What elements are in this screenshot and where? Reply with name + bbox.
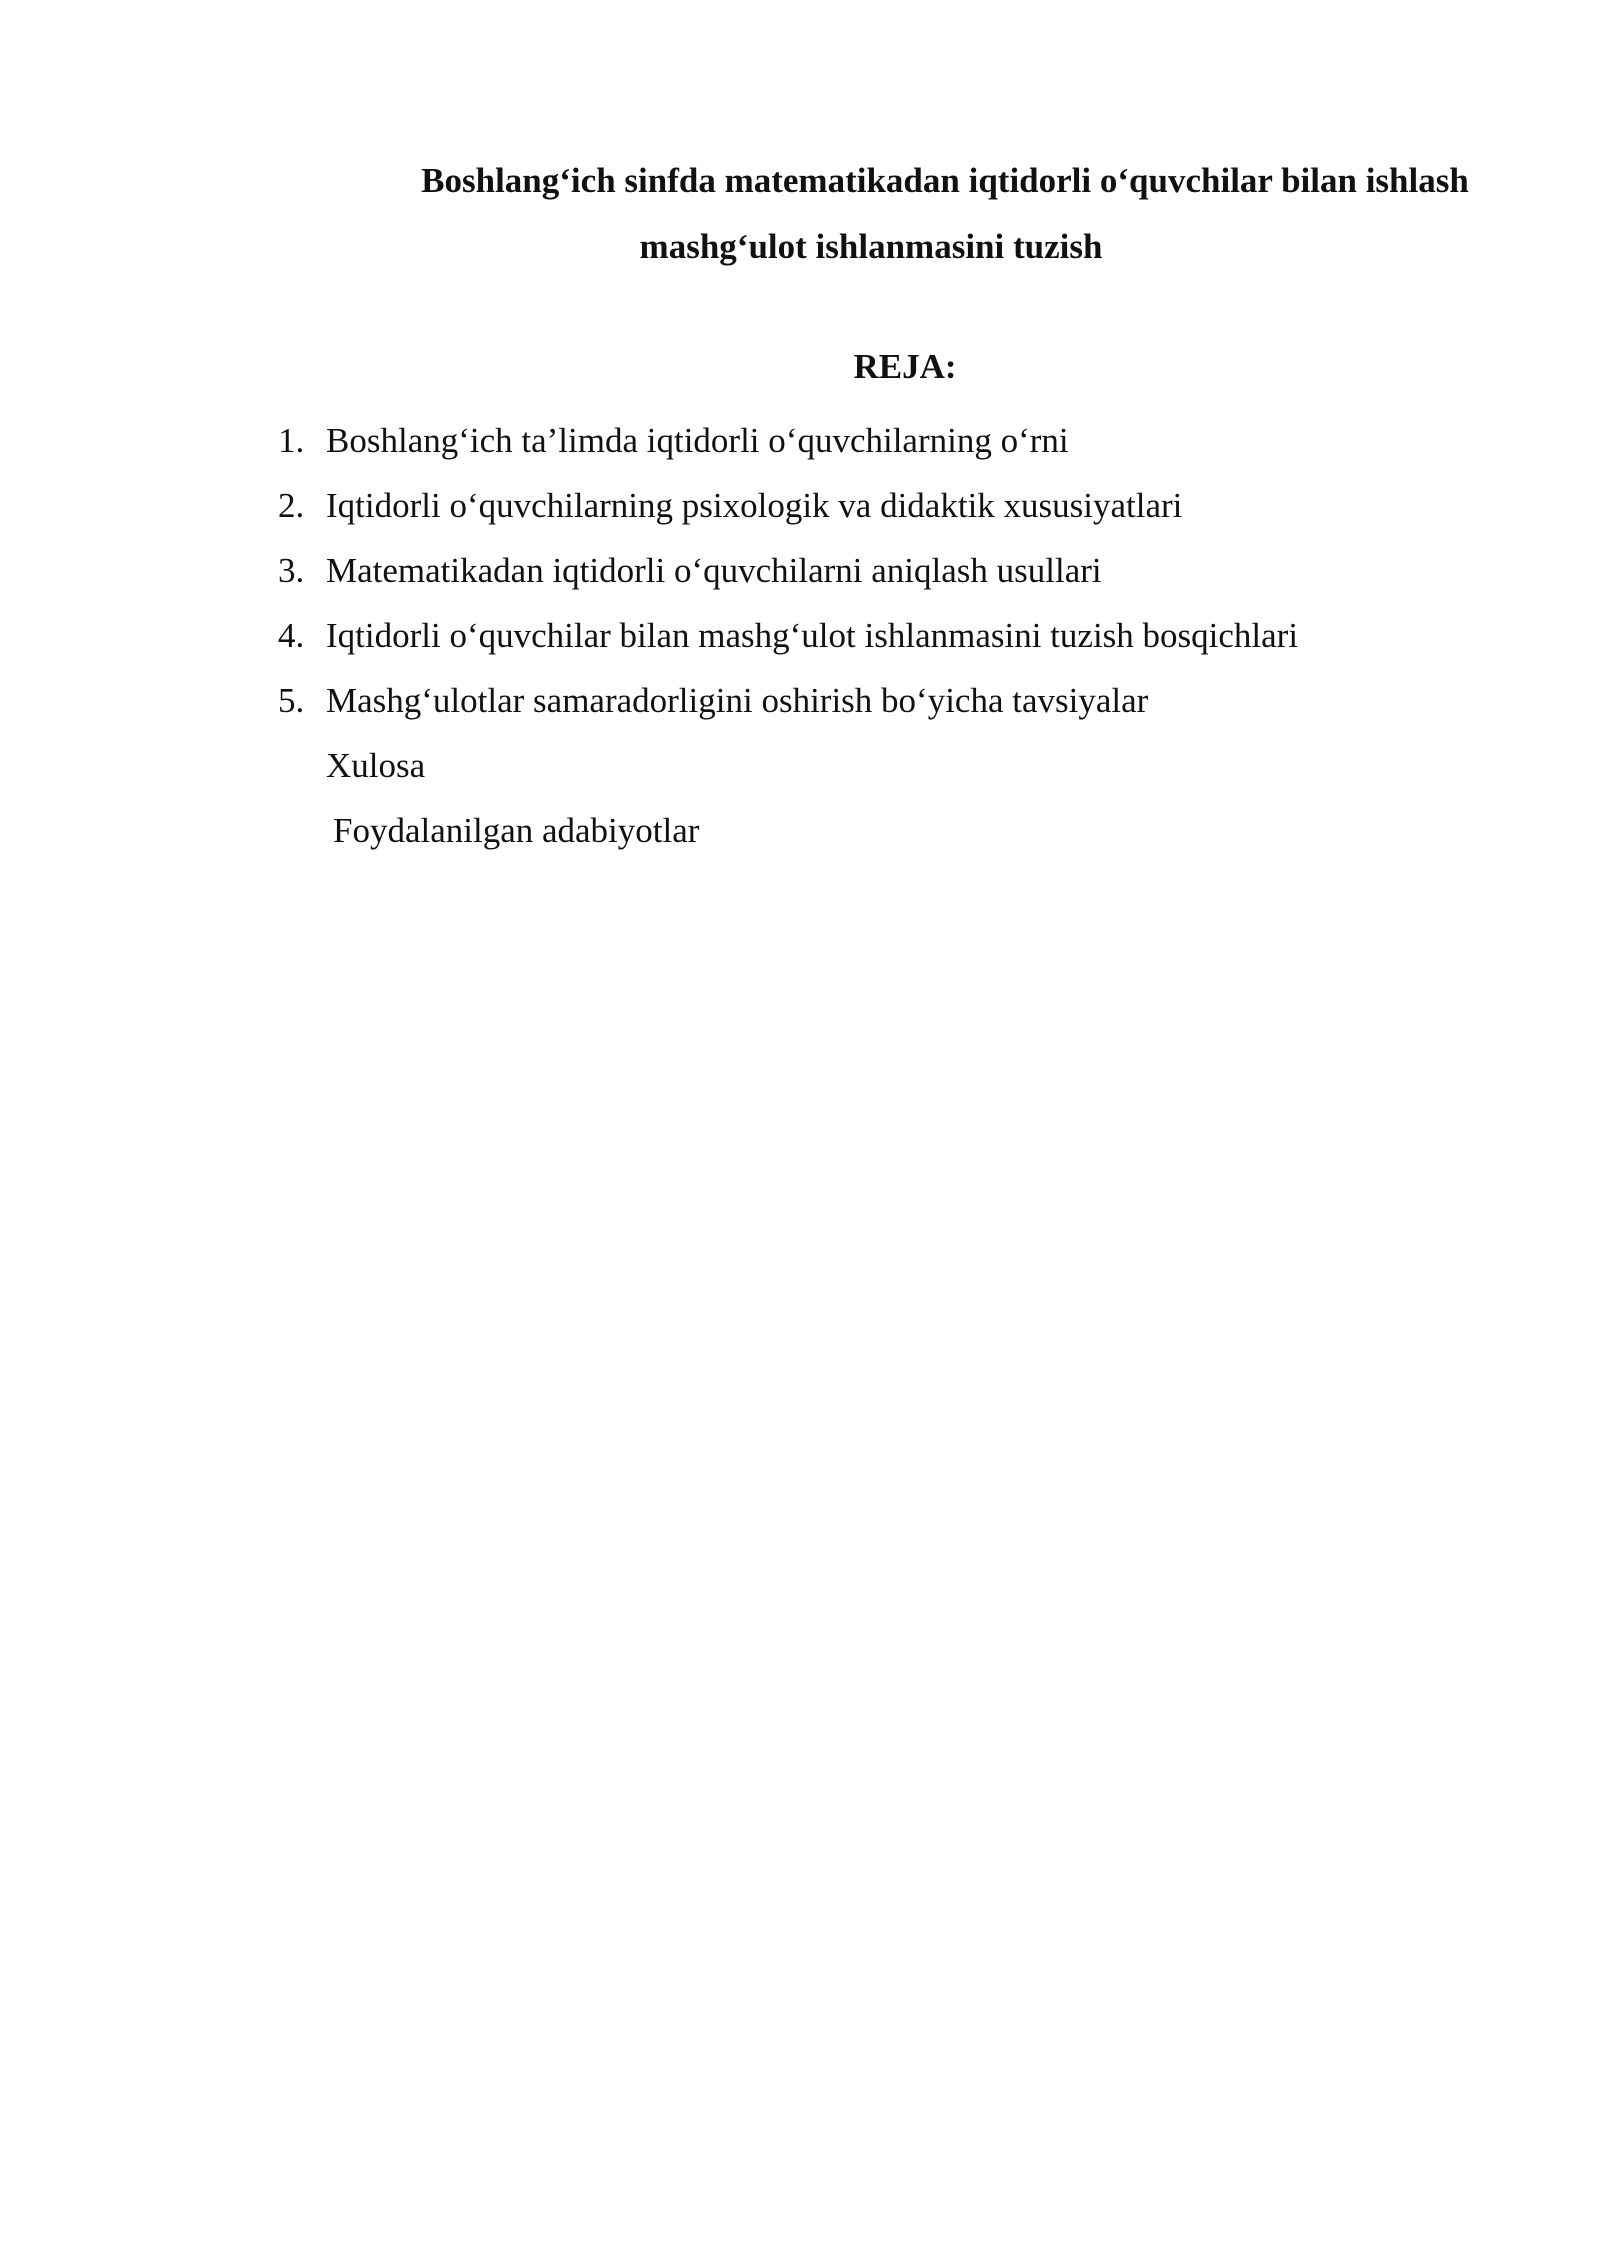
title-line-1: Boshlang‘ich sinfda matematikadan iqtidorli o‘quvchilar bilan ishlash [421,161,1469,200]
document-title [240,148,1490,280]
plan-item-text: Iqtidorli o‘quvchilar bilan mashg‘ulot ishlanmasini tuzish bosqichlari [326,616,1299,655]
title-line-2: mashg‘ulot ishlanmasini tuzish [639,227,1103,266]
plan-item [272,408,1298,473]
plan-item-number: 2. [278,486,305,525]
plan-item-number: 1. [278,421,305,460]
plan-item [272,538,1298,603]
plan-item-text: Iqtidorli o‘quvchilarning psixologik va didaktik xususiyatlari [326,486,1183,525]
plan-item [272,668,1298,733]
plan-item-number: 5. [278,681,305,720]
conclusion-entry: Xulosa [326,746,426,785]
plan-list [272,408,1298,733]
references-entry: Foydalanilgan adabiyotlar [333,811,700,850]
plan-item-number: 3. [278,551,305,590]
plan-item [272,473,1298,538]
plan-item [272,603,1298,668]
plan-item-number: 4. [278,616,305,655]
plan-item-text: Mashg‘ulotlar samaradorligini oshirish bo‘yicha tavsiyalar [326,681,1149,720]
plan-item-text: Matematikadan iqtidorli o‘quvchilarni aniqlash usullari [326,551,1102,590]
plan-heading: REJA: [853,347,957,386]
plan-item-text: Boshlang‘ich ta’limda iqtidorli o‘quvchilarning o‘rni [326,421,1069,460]
